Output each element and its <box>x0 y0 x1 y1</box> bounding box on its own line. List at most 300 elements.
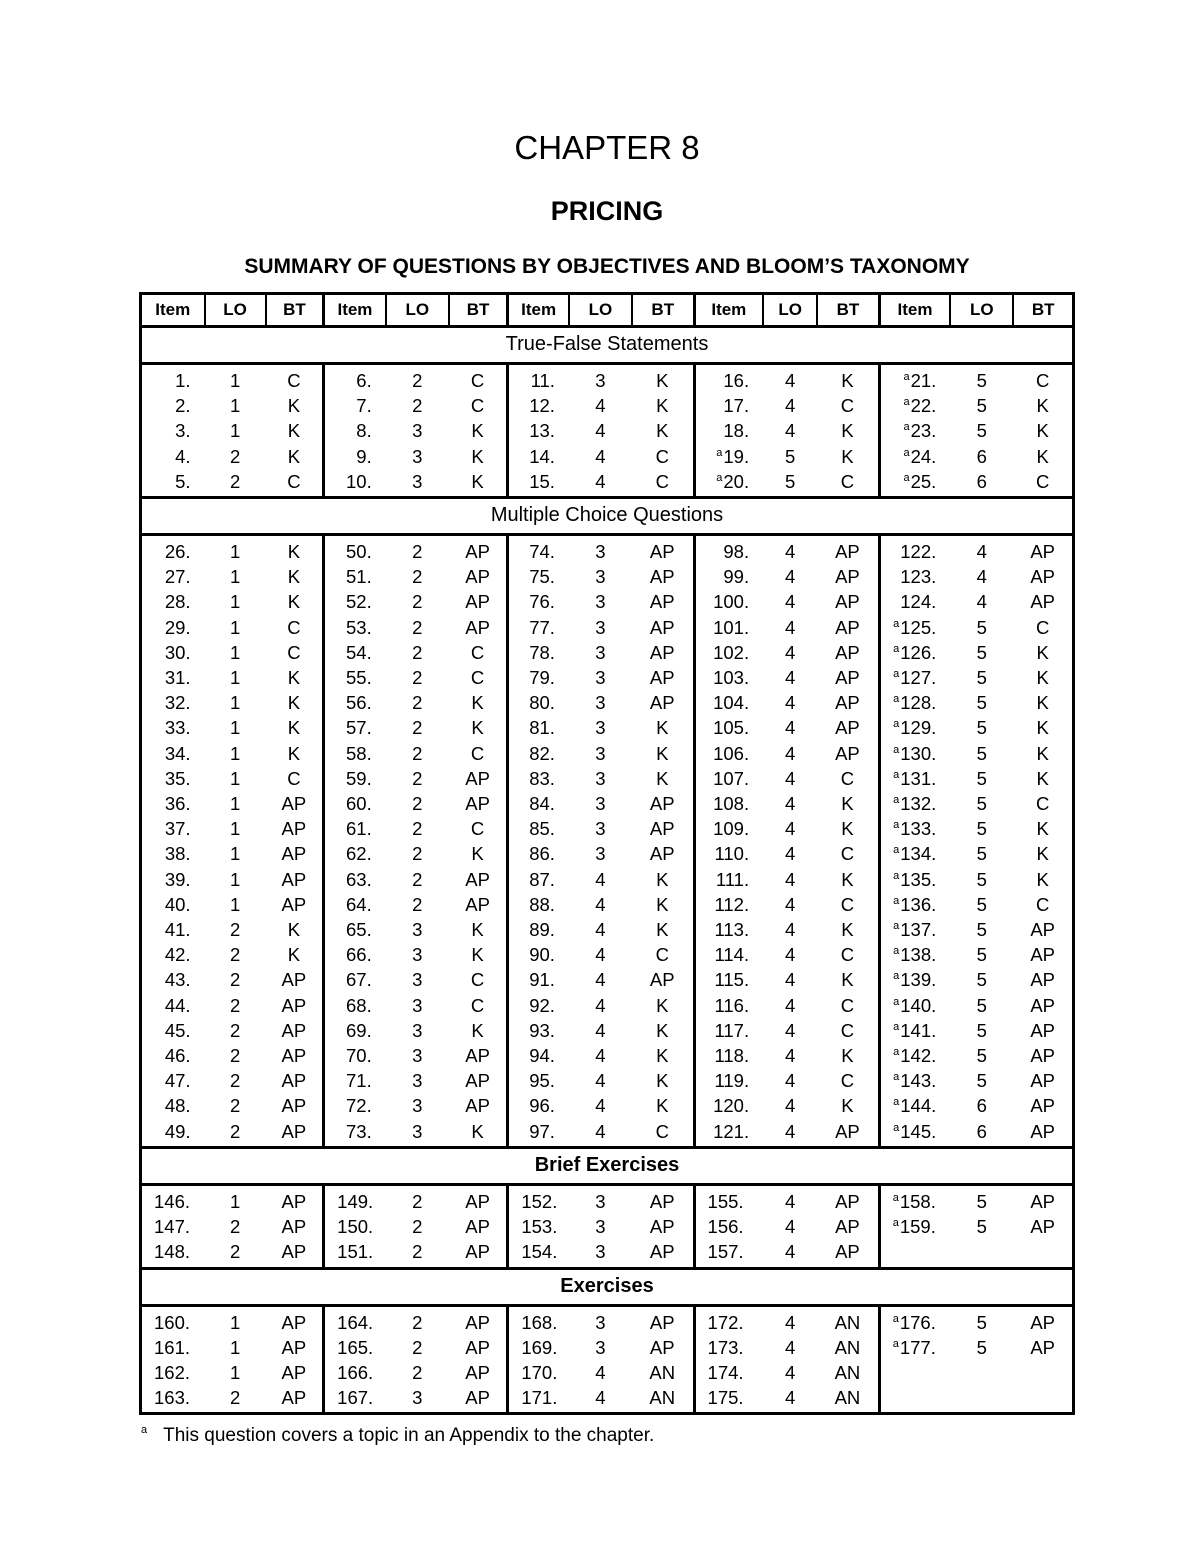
item-number: 35. <box>164 767 191 789</box>
item-number: 113. <box>714 919 750 941</box>
item-number: 43. <box>164 969 191 991</box>
bt-cell: K <box>841 1095 854 1117</box>
item-number: 177. <box>899 1336 936 1358</box>
item-cell <box>324 1043 386 1068</box>
appendix-mark: a <box>893 794 900 807</box>
item-cell <box>694 1335 763 1360</box>
item-cell <box>324 942 386 967</box>
lo-cell: 4 <box>595 470 606 492</box>
item-number: 93. <box>529 1019 555 1041</box>
bt-cell: AP <box>1030 1095 1056 1117</box>
table-row <box>141 1018 1074 1043</box>
lo-cell: 2 <box>229 445 241 467</box>
lo-cell: 4 <box>595 919 606 941</box>
lo-cell: 4 <box>595 868 606 890</box>
bt-cell: C <box>1035 793 1050 815</box>
item-cell <box>694 741 763 766</box>
item-number: 170. <box>521 1361 558 1383</box>
lo-cell: 5 <box>976 395 987 417</box>
lo-cell: 3 <box>595 818 606 840</box>
item-number: 98. <box>723 541 750 563</box>
column-header-bt: BT <box>266 294 324 327</box>
appendix-mark: a <box>893 642 900 655</box>
item-number: 105. <box>713 717 750 739</box>
bt-cell: AP <box>1030 1336 1056 1358</box>
column-header-lo: LO <box>569 294 632 327</box>
bt-cell: AP <box>649 969 675 991</box>
item-cell <box>141 1043 205 1068</box>
lo-cell: 4 <box>784 868 796 890</box>
item-cell <box>508 564 569 589</box>
item-cell <box>879 665 950 690</box>
lo-cell: 1 <box>229 541 241 563</box>
bt-cell: K <box>656 742 669 764</box>
lo-cell: 2 <box>412 767 423 789</box>
item-number: 128. <box>900 692 937 714</box>
bt-cell: K <box>1036 818 1049 840</box>
bt-cell: AP <box>835 667 860 689</box>
bt-cell: K <box>656 370 669 391</box>
item-cell <box>508 841 569 866</box>
bt-cell: AP <box>649 566 675 588</box>
table-row <box>141 589 1074 614</box>
table-row <box>141 1043 1074 1068</box>
lo-cell: 4 <box>595 445 606 467</box>
lo-cell: 5 <box>976 1070 987 1092</box>
item-number: 104. <box>713 692 750 714</box>
appendix-mark: a <box>893 718 900 731</box>
item-number: 23. <box>910 420 937 442</box>
item-number: 129. <box>900 717 937 739</box>
item-cell <box>694 690 763 715</box>
item-number: 109. <box>713 818 750 840</box>
lo-cell: 2 <box>412 395 423 417</box>
lo-cell: 1 <box>229 818 241 840</box>
item-cell <box>508 741 569 766</box>
lo-cell: 5 <box>976 793 987 815</box>
item-number: 53. <box>346 616 372 638</box>
bt-cell: AP <box>835 692 860 714</box>
item-number: 151. <box>337 1241 374 1263</box>
item-number: 19. <box>723 445 750 467</box>
column-header-bt: BT <box>1013 294 1073 327</box>
bt-cell: C <box>1035 616 1050 638</box>
lo-cell: 3 <box>412 420 423 442</box>
item-cell <box>879 1214 950 1239</box>
item-cell <box>508 1119 569 1148</box>
item-number: 156. <box>707 1216 744 1238</box>
bt-cell: AP <box>649 616 675 638</box>
item-number: 112. <box>714 893 750 915</box>
item-cell <box>879 766 950 791</box>
item-cell <box>508 766 569 791</box>
item-cell <box>508 715 569 740</box>
appendix-mark: a <box>893 1071 900 1084</box>
lo-cell: 4 <box>784 566 796 588</box>
lo-cell: 3 <box>595 641 606 663</box>
item-cell <box>694 615 763 640</box>
column-header-bt: BT <box>817 294 879 327</box>
lo-cell: 4 <box>784 591 796 613</box>
item-number: 7. <box>356 395 372 417</box>
bt-cell: AP <box>649 541 675 563</box>
item-number: 8. <box>356 420 372 442</box>
bt-cell: K <box>841 370 854 391</box>
bt-cell: AP <box>835 717 860 739</box>
item-cell <box>879 690 950 715</box>
item-number: 57. <box>346 717 372 739</box>
item-cell <box>879 741 950 766</box>
lo-cell: 3 <box>595 1190 606 1212</box>
item-number: 144. <box>900 1095 937 1117</box>
item-number: 87. <box>529 868 555 890</box>
column-header-item: Item <box>694 294 763 327</box>
item-cell <box>879 993 950 1018</box>
item-number: 111. <box>715 868 750 890</box>
lo-cell: 3 <box>412 1070 423 1092</box>
bt-cell: C <box>470 969 485 991</box>
item-number: 3. <box>175 420 191 442</box>
lo-cell: 4 <box>784 692 796 714</box>
lo-cell: 4 <box>784 1019 796 1041</box>
item-cell <box>141 917 205 942</box>
bt-cell: AP <box>649 793 675 815</box>
bt-cell: K <box>287 420 301 442</box>
item-number: 54. <box>346 641 372 663</box>
table-row <box>141 1068 1074 1093</box>
table-row <box>141 741 1074 766</box>
bt-cell: C <box>1035 893 1050 915</box>
lo-cell <box>950 1360 1013 1385</box>
lo-cell: 4 <box>595 1387 606 1409</box>
lo-cell: 5 <box>976 919 987 941</box>
lo-cell: 3 <box>412 994 423 1016</box>
appendix-mark: a <box>716 471 723 484</box>
appendix-mark: a <box>893 1121 900 1134</box>
item-cell <box>694 892 763 917</box>
item-cell <box>879 1093 950 1118</box>
item-cell <box>324 1093 386 1118</box>
item-cell <box>141 1119 205 1148</box>
item-cell <box>879 444 950 469</box>
bt-cell: K <box>1036 420 1049 442</box>
lo-cell: 2 <box>229 969 241 991</box>
lo-cell: 3 <box>595 541 606 563</box>
lo-cell: 5 <box>976 692 987 714</box>
table-row <box>141 615 1074 640</box>
lo-cell: 4 <box>595 1019 606 1041</box>
item-number: 150. <box>337 1216 374 1238</box>
item-number: 49. <box>164 1120 191 1142</box>
bt-cell: K <box>1036 395 1049 417</box>
bt-cell: K <box>656 1019 669 1041</box>
lo-cell: 1 <box>229 1190 241 1212</box>
lo-cell: 6 <box>976 1120 987 1142</box>
summary-table <box>139 292 1075 1415</box>
item-number: 63. <box>346 868 372 890</box>
appendix-mark: a <box>903 396 910 409</box>
column-header-bt: BT <box>632 294 694 327</box>
item-number: 67. <box>346 969 372 991</box>
bt-cell: AP <box>281 1019 307 1041</box>
bt-cell: AP <box>1030 1019 1056 1041</box>
item-number: 56. <box>346 692 372 714</box>
item-number: 17. <box>723 395 750 417</box>
item-number: 11. <box>530 370 555 391</box>
item-cell <box>324 1018 386 1043</box>
bt-cell: K <box>656 767 669 789</box>
appendix-mark: a <box>893 894 900 907</box>
lo-cell: 4 <box>784 767 796 789</box>
item-cell <box>694 917 763 942</box>
bt-cell: C <box>470 641 485 663</box>
table-row <box>141 364 1074 394</box>
bt-cell: AP <box>649 843 675 865</box>
bt-cell: K <box>287 742 301 764</box>
item-number: 116. <box>714 994 750 1016</box>
lo-cell: 3 <box>595 667 606 689</box>
item-cell <box>324 1335 386 1360</box>
item-cell <box>324 1184 386 1214</box>
item-number: 80. <box>529 692 555 714</box>
item-cell <box>694 1184 763 1214</box>
item-number: 166. <box>337 1361 374 1383</box>
item-cell <box>508 942 569 967</box>
bt-cell: AP <box>465 616 490 638</box>
table-row <box>141 841 1074 866</box>
item-number: 171. <box>521 1387 558 1409</box>
appendix-mark: a <box>893 1046 900 1059</box>
bt-cell: C <box>840 994 855 1016</box>
column-header-item: Item <box>508 294 569 327</box>
lo-cell: 5 <box>976 616 987 638</box>
item-cell <box>508 589 569 614</box>
bt-cell: K <box>656 395 669 417</box>
item-number: 86. <box>529 843 555 865</box>
section-header <box>141 1268 1074 1305</box>
lo-cell: 4 <box>784 1070 796 1092</box>
table-row <box>141 816 1074 841</box>
item-number: 66. <box>346 944 372 966</box>
item-cell <box>141 942 205 967</box>
item-number: 168. <box>521 1311 558 1333</box>
bt-cell: AP <box>1030 1216 1056 1238</box>
lo-cell: 5 <box>976 969 987 991</box>
bt-cell: K <box>287 591 301 613</box>
bt-cell: AP <box>835 641 860 663</box>
item-cell <box>141 1239 205 1268</box>
bt-cell: C <box>655 445 669 467</box>
lo-cell: 2 <box>229 919 241 941</box>
item-cell <box>508 469 569 498</box>
item-number: 130. <box>900 742 937 764</box>
item-cell <box>324 892 386 917</box>
bt-cell: C <box>470 667 485 689</box>
bt-cell: AP <box>835 591 860 613</box>
item-cell <box>324 766 386 791</box>
lo-cell: 3 <box>412 470 423 492</box>
lo-cell: 2 <box>229 1216 241 1238</box>
item-cell <box>694 867 763 892</box>
item-cell <box>508 791 569 816</box>
bt-cell: K <box>287 541 301 563</box>
bt-cell: AP <box>649 1311 675 1333</box>
bt-cell: K <box>1036 742 1049 764</box>
bt-cell: K <box>287 717 301 739</box>
bt-cell: AP <box>649 1241 675 1263</box>
lo-cell: 4 <box>595 1070 606 1092</box>
item-number: 159. <box>899 1216 936 1238</box>
appendix-mark: a <box>893 693 900 706</box>
lo-cell: 1 <box>229 591 241 613</box>
item-cell <box>879 1184 950 1214</box>
table-row <box>141 1305 1074 1335</box>
item-cell <box>879 841 950 866</box>
item-cell <box>694 942 763 967</box>
bt-cell: K <box>656 1045 669 1067</box>
item-number: 176. <box>899 1311 936 1333</box>
table-row <box>141 640 1074 665</box>
item-cell <box>694 766 763 791</box>
item-cell <box>324 615 386 640</box>
item-number: 33. <box>164 717 191 739</box>
table-row <box>141 1119 1074 1148</box>
item-cell <box>879 1043 950 1068</box>
item-cell <box>879 1305 950 1335</box>
item-number: 16. <box>723 370 750 391</box>
lo-cell: 2 <box>412 667 423 689</box>
appendix-mark: a <box>892 1217 899 1230</box>
item-cell <box>324 1239 386 1268</box>
lo-cell: 5 <box>976 994 987 1016</box>
bt-cell: K <box>841 793 854 815</box>
appendix-mark: a <box>893 869 900 882</box>
bt-cell: AP <box>835 541 860 563</box>
lo-cell: 4 <box>976 591 987 613</box>
lo-cell: 4 <box>595 1095 606 1117</box>
item-number: 148. <box>154 1241 191 1263</box>
item-number: 118. <box>714 1045 750 1067</box>
item-number: 131. <box>900 767 937 789</box>
item-cell <box>508 1093 569 1118</box>
table-row <box>141 393 1074 418</box>
item-number: 96. <box>529 1095 555 1117</box>
bt-cell: AP <box>465 793 490 815</box>
lo-cell: 4 <box>595 994 606 1016</box>
item-cell <box>141 1214 205 1239</box>
item-cell <box>879 816 950 841</box>
item-number: 10. <box>346 470 372 492</box>
lo-cell: 5 <box>976 717 987 739</box>
bt-cell: AP <box>465 591 490 613</box>
item-number: 68. <box>346 994 372 1016</box>
lo-cell: 4 <box>784 420 796 442</box>
bt-cell: AP <box>465 1095 490 1117</box>
bt-cell: AP <box>281 1387 307 1409</box>
item-number: 21. <box>910 370 937 391</box>
item-number: 132. <box>900 793 937 815</box>
lo-cell: 4 <box>784 1216 796 1238</box>
summary-heading: SUMMARY OF QUESTIONS BY OBJECTIVES AND BLOOM’S TAXONOMY <box>244 255 970 278</box>
appendix-mark: a <box>893 743 900 756</box>
item-number: 38. <box>164 843 191 865</box>
table-row <box>141 791 1074 816</box>
item-cell <box>141 690 205 715</box>
lo-cell: 4 <box>784 1387 796 1409</box>
bt-cell: K <box>656 1070 669 1092</box>
bt-cell: C <box>470 742 485 764</box>
item-number: 161. <box>154 1336 191 1358</box>
item-cell <box>324 841 386 866</box>
lo-cell: 3 <box>595 742 606 764</box>
item-cell <box>141 892 205 917</box>
item-number: 152. <box>521 1190 558 1212</box>
item-cell <box>879 364 950 394</box>
bt-cell: C <box>470 818 485 840</box>
lo-cell: 4 <box>595 1120 606 1142</box>
lo-cell: 5 <box>976 818 987 840</box>
lo-cell: 3 <box>412 1120 423 1142</box>
item-cell <box>324 535 386 565</box>
bt-cell: AP <box>1030 1070 1056 1092</box>
item-cell <box>324 791 386 816</box>
table-row <box>141 1360 1074 1385</box>
item-number: 55. <box>346 667 372 689</box>
item-number: 102. <box>713 641 750 663</box>
item-number: 120. <box>713 1095 750 1117</box>
bt-cell: AP <box>281 1311 307 1333</box>
bt-cell: C <box>840 1019 855 1041</box>
item-cell <box>694 993 763 1018</box>
appendix-mark: a <box>893 768 900 781</box>
item-cell <box>694 841 763 866</box>
appendix-mark: a <box>892 1191 899 1204</box>
bt-cell: C <box>470 395 485 417</box>
bt-cell: AP <box>649 1216 675 1238</box>
item-cell <box>141 715 205 740</box>
table-row <box>141 535 1074 565</box>
bt-cell: AP <box>1030 541 1056 563</box>
item-number: 100. <box>713 591 750 613</box>
item-number: 95. <box>529 1070 555 1092</box>
table-row <box>141 690 1074 715</box>
bt-cell: K <box>471 1019 484 1041</box>
lo-cell: 2 <box>412 1311 423 1333</box>
lo-cell <box>950 1239 1013 1268</box>
bt-cell: AP <box>281 1216 307 1238</box>
lo-cell: 3 <box>595 692 606 714</box>
item-number: 36. <box>164 793 191 815</box>
item-cell <box>324 444 386 469</box>
bt-cell: AP <box>835 1216 860 1238</box>
bt-cell: AP <box>649 692 675 714</box>
item-number: 52. <box>346 591 372 613</box>
column-header-lo: LO <box>205 294 266 327</box>
bt-cell: AP <box>281 1095 307 1117</box>
bt-cell: K <box>1036 667 1049 689</box>
item-number: 27. <box>164 566 191 588</box>
bt-cell: K <box>1036 868 1049 890</box>
item-number: 71. <box>346 1070 372 1092</box>
lo-cell: 2 <box>412 566 423 588</box>
section-header <box>141 327 1074 364</box>
item-cell <box>324 418 386 443</box>
bt-cell: AP <box>465 1045 490 1067</box>
lo-cell: 1 <box>229 395 241 417</box>
lo-cell: 1 <box>229 1311 241 1333</box>
item-cell <box>508 892 569 917</box>
item-number: 145. <box>900 1120 937 1142</box>
